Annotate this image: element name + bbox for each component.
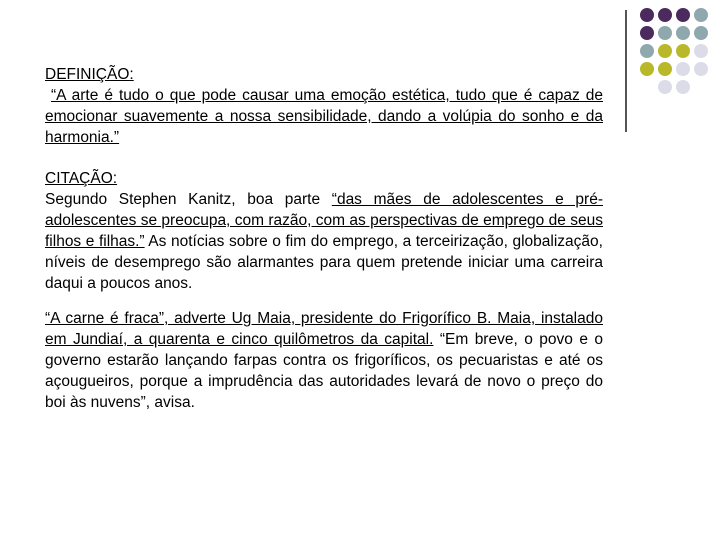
citation-paragraph-1 [45, 189, 603, 294]
citation-heading: CITAÇÃO: [45, 170, 118, 187]
citation-text-2: “Em breve, o povo e o governo estarão lançando farpas contra os frigoríficos, os pecuaristas e até os açougueiros, porque a imprudência das autoridades levará de novo o preço do boi às nuvens”, avisa. [45, 331, 603, 411]
decorative-dot [640, 26, 654, 40]
decorative-dot [694, 44, 708, 58]
citation-quote-1: “das mães de adolescentes e pré-adolescentes se preocupa, com razão, com as perspectivas de emprego de seus filhos e filhas.” [45, 191, 603, 250]
decorative-dot [694, 62, 708, 76]
decorative-dot [694, 80, 708, 94]
decorative-dot-grid [640, 8, 708, 94]
citation-text-1: As notícias sobre o fim do emprego, a terceirização, globalização, níveis de desemprego são alarmantes para quem pretende iniciar uma carreira daqui a poucos anos. [45, 233, 603, 292]
definition-quote: “A arte é tudo o que pode causar uma emoção estética, tudo que é capaz de emocionar suavemente a nossa sensibilidade, dando a volúpia do sonho e da harmonia.” [45, 87, 603, 146]
decorative-dot [694, 26, 708, 40]
decorative-dot [676, 26, 690, 40]
decorative-dot [676, 80, 690, 94]
decorative-dot [640, 8, 654, 22]
decorative-dot [658, 80, 672, 94]
decorative-dot [658, 62, 672, 76]
definition-heading: DEFINIÇÃO: [45, 66, 134, 83]
citation-intro: Segundo Stephen Kanitz, boa parte [45, 191, 332, 208]
decorative-dot [640, 80, 654, 94]
citation-paragraph-2 [45, 308, 603, 413]
decorative-divider [625, 10, 627, 132]
decorative-dot [694, 8, 708, 22]
decorative-dot [640, 62, 654, 76]
decorative-dot [640, 44, 654, 58]
document-body [45, 64, 603, 413]
decorative-dot [676, 8, 690, 22]
decorative-dot [676, 62, 690, 76]
citation-quote-2: “A carne é fraca”, adverte Ug Maia, presidente do Frigorífico B. Maia, instalado em Jundiaí, a quarenta e cinco quilômetros da capital. [45, 310, 603, 348]
decorative-dot [658, 44, 672, 58]
decorative-dot [658, 26, 672, 40]
decorative-dot [676, 44, 690, 58]
decorative-dot [658, 8, 672, 22]
